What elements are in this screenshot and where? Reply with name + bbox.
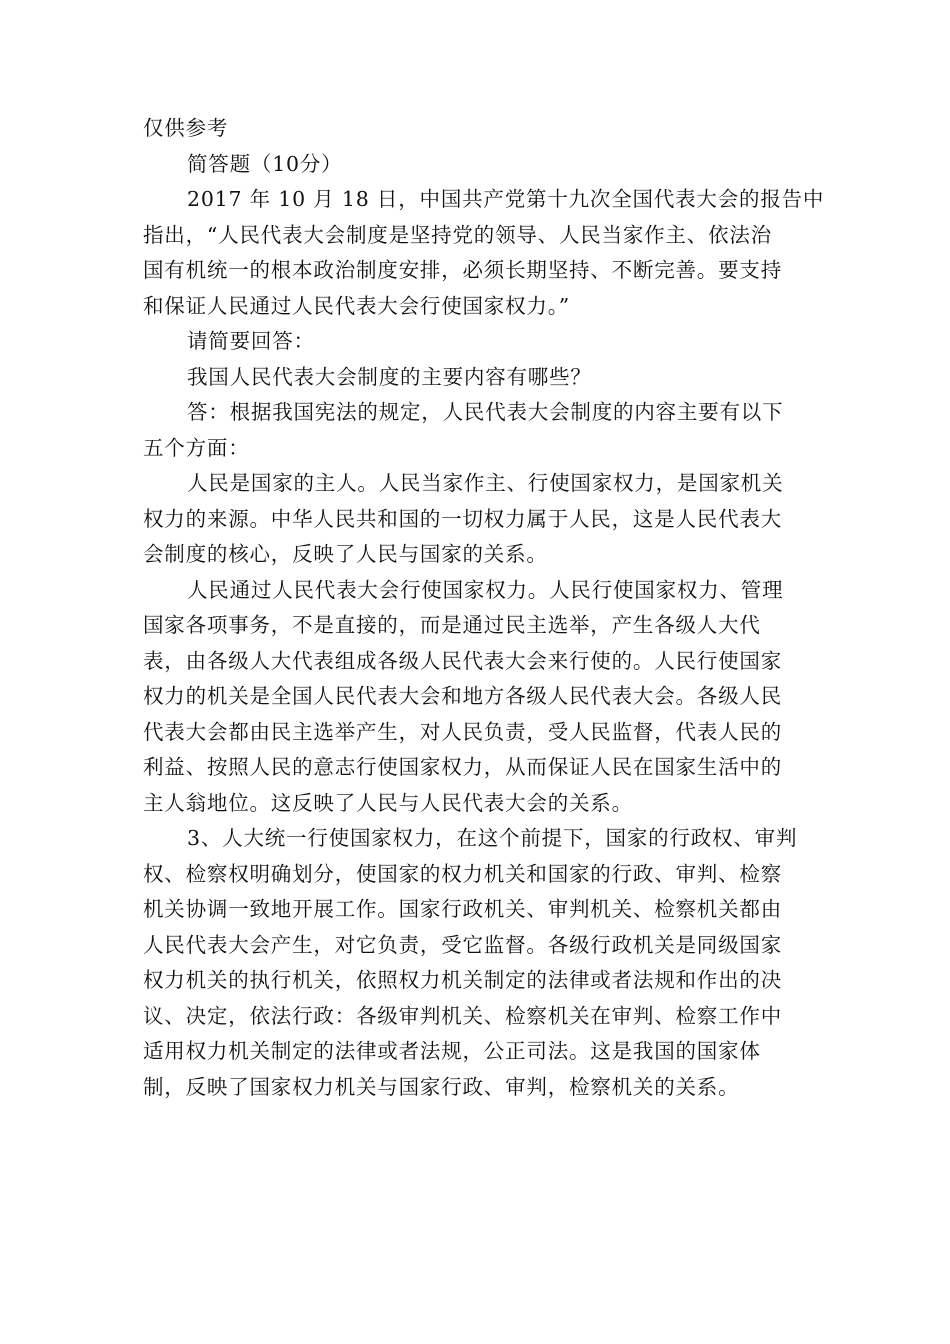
material-paragraph	[143, 182, 825, 324]
answer-point-3	[143, 821, 819, 1105]
point-line: 议、决定，依法行政：各级审判机关、检察机关在审判、检察工作中	[143, 1003, 782, 1028]
question-text: 我国人民代表大会制度的主要内容有哪些？	[187, 364, 592, 389]
point-line: 人民通过人民代表大会行使国家权力。人民行使国家权力、管理	[187, 577, 784, 602]
point-line: 机关协调一致地开展工作。国家行政机关、审判机关、检察机关都由	[143, 897, 782, 921]
answer-point-1	[143, 466, 819, 573]
prompt-text: 请简要回答：	[187, 329, 315, 353]
point-line: 制，反映了国家权力机关与国家行政、审判，检察机关的关系。	[143, 1074, 740, 1099]
point-line: 会制度的核心，反映了人民与国家的关系。	[143, 542, 548, 566]
material-line: 2017 年 10 月 18 日，中国共产党第十九次全国代表大会的报告中	[187, 187, 825, 211]
answer-intro-paragraph	[143, 395, 819, 466]
point-line: 国家各项事务，不是直接的，而是通过民主选举，产生各级人大代	[143, 613, 761, 637]
point-line: 人民是国家的主人。人民当家作主、行使国家权力，是国家机关	[187, 471, 784, 495]
answer-point-2	[143, 573, 819, 822]
point-line: 权力的来源。中华人民共和国的一切权力属于人民，这是人民代表大	[143, 506, 782, 531]
point-line: 3、人大统一行使国家权力，在这个前提下，国家的行政权、审判	[187, 826, 798, 850]
answer-intro-line: 答：根据我国宪法的规定，人民代表大会制度的内容主要有以下	[187, 400, 784, 424]
point-line: 人民代表大会产生，对它负责，受它监督。各级行政机关是同级国家	[143, 932, 782, 957]
document-body	[143, 111, 825, 1105]
question-type-heading: 简答题（10分）	[187, 151, 343, 176]
point-line: 权力机关的执行机关，依照权力机关制定的法律或者法规和作出的决	[143, 968, 782, 992]
point-line: 权、检察权明确划分，使国家的权力机关和国家的行政、审判、检察	[143, 861, 782, 886]
point-line: 代表大会都由民主选举产生，对人民负责，受人民监督，代表人民的	[143, 719, 782, 744]
material-line: 国有机统一的根本政治制度安排，必须长期坚持、不断完善。要支持	[143, 258, 782, 282]
point-line: 主人翁地位。这反映了人民与人民代表大会的关系。	[143, 790, 633, 815]
header-note: 仅供参考	[143, 116, 229, 140]
point-line: 适用权力机关制定的法律或者法规，公正司法。这是我国的国家体	[143, 1039, 761, 1063]
answer-intro-line: 五个方面：	[143, 435, 250, 460]
material-line: 和保证人民通过人民代表大会行使国家权力。”	[143, 293, 571, 318]
point-line: 利益、按照人民的意志行使国家权力，从而保证人民在国家生活中的	[143, 755, 782, 779]
point-line: 表，由各级人大代表组成各级人民代表大会来行使的。人民行使国家	[143, 648, 782, 673]
point-line: 权力的机关是全国人民代表大会和地方各级人民代表大会。各级人民	[143, 684, 782, 708]
material-line: 指出，“人民代表大会制度是坚持党的领导、人民当家作主、依法治	[143, 222, 772, 247]
